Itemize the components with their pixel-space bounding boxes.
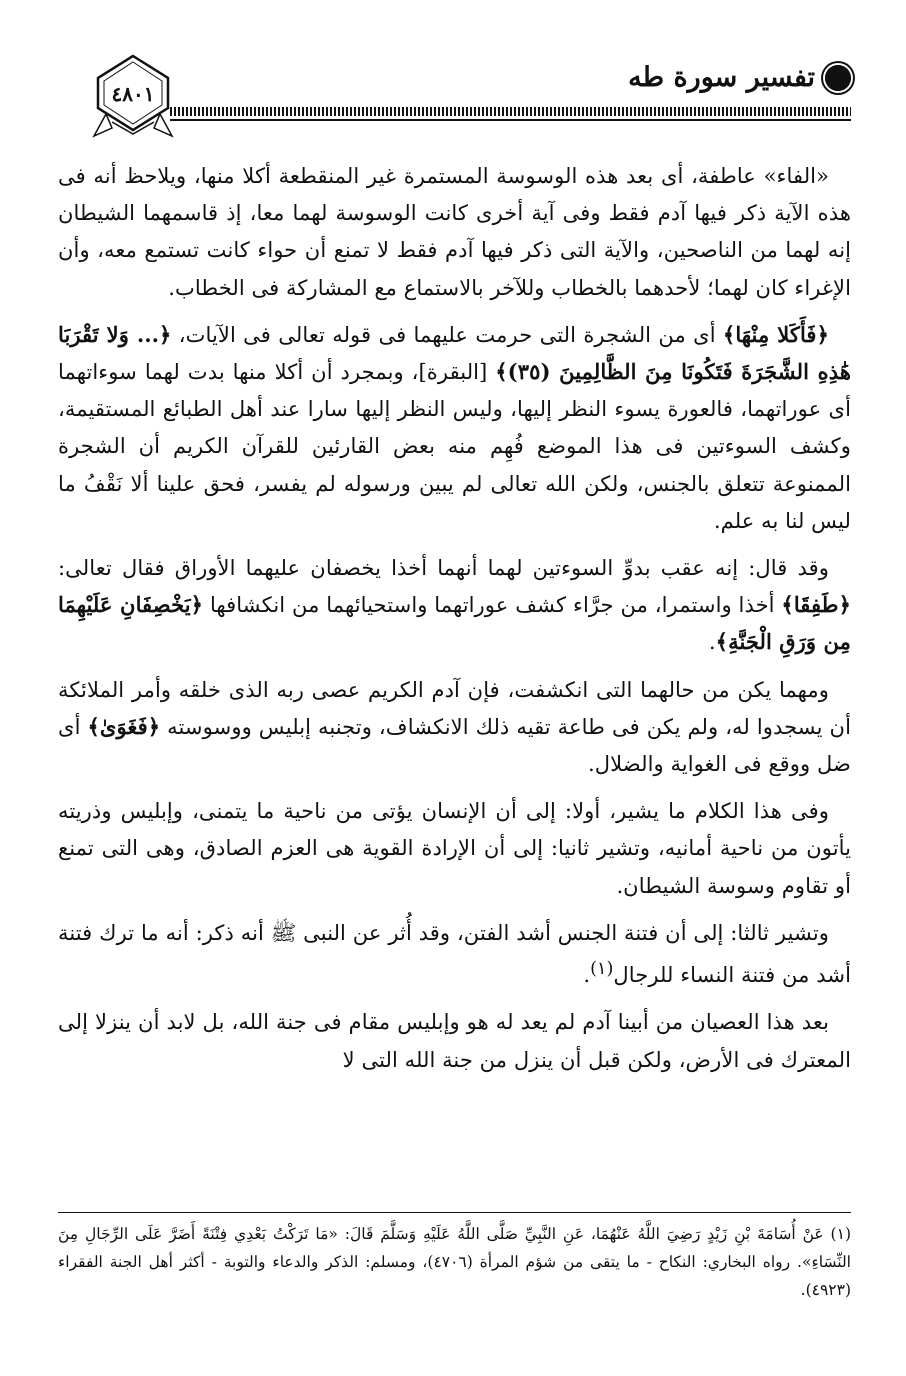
paragraph bbox=[58, 671, 851, 783]
header-rule bbox=[170, 119, 851, 121]
quran-quote: ﴿... وَلا تَقْرَبَا هَٰذِهِ الشَّجَرَةَ فَتَكُونَا مِنَ الظَّالِمِينَ (٣٥)﴾ bbox=[58, 321, 851, 385]
paragraph-text: ومهما يكن من حالهما التى انكشفت، فإن آدم الكريم عصى ربه الذى خلقه وأمر الملائكة أن يسجدوا له، ولم يكن فى طاعة تقيه ذلك الانكشاف، وتجنبه إبليس ووسوسته bbox=[58, 676, 851, 739]
paragraph-text: وفى هذا الكلام ما يشير، أولا: إلى أن الإنسان يؤتى من ناحية ما يتمنى، وإبليس وذريته يأتون من ناحية أمانيه، وتشير ثانيا: إلى أن الإرادة القوية هى العزم الصادق، وهى التى تمنع أو تقاوم وسوسة الشيطان. bbox=[58, 798, 851, 898]
quran-quote: ﴿فَغَوَىٰ﴾ bbox=[87, 713, 161, 739]
paragraph-text: [البقرة]، وبمجرد أن أكلا منها بدت لهما سوءاتهما أى عوراتهما، فالعورة يسوء النظر إليها، وليس النظر إليها سارا عند أهل الطبائع المستقيمة، وكشف السوءتين فى هذا الموضع فُهِم منه بعض القارئين للقرآن الكريم أن الشجرة الممنوعة تتعلق بالجنس، ولكن الله تعالى لم يبين ورسوله لم يفسر، فحق علينا ألا نَقْفُ ما ليس لنا به علم. bbox=[58, 359, 851, 533]
running-header bbox=[628, 62, 851, 93]
page-header bbox=[90, 52, 851, 147]
paragraph bbox=[58, 1003, 851, 1077]
paragraph-text: بعد هذا العصيان من أبينا آدم لم يعد له هو وإبليس مقام فى جنة الله، بل لابد أن ينزلا إلى المعترك فى الأرض، ولكن قبل أن ينزل من جنة الله التى لا bbox=[58, 1009, 851, 1072]
header-ornament-icon bbox=[825, 65, 851, 91]
paragraph bbox=[58, 549, 851, 661]
page-number-badge bbox=[90, 52, 176, 140]
paragraph bbox=[58, 792, 851, 904]
paragraph bbox=[58, 316, 851, 539]
paragraph-text: أى من الشجرة التى حرمت عليهما فى قوله تعالى فى الآيات، bbox=[171, 321, 723, 347]
quran-quote: ﴿فَأَكَلا مِنْهَا﴾ bbox=[722, 321, 829, 347]
page-number: ٤٨٠١ bbox=[111, 82, 155, 106]
running-title: تفسير سورة طه bbox=[628, 62, 815, 93]
footnote-reference[interactable]: (١) bbox=[590, 959, 614, 980]
body-text bbox=[58, 157, 851, 1088]
header-ornamental-rule bbox=[170, 107, 851, 116]
paragraph bbox=[58, 157, 851, 306]
paragraph-text: وقد قال: إنه عقب بدوِّ السوءتين لهما أنهما أخذا يخصفان عليهما الأوراق فقال تعالى: bbox=[58, 555, 829, 581]
footnote-divider bbox=[58, 1212, 851, 1213]
paragraph bbox=[58, 914, 851, 993]
paragraph-text: . bbox=[708, 629, 716, 655]
paragraph-text: وتشير ثالثا: إلى أن فتنة الجنس أشد الفتن، وقد أُثر عن النبى ﷺ أنه ذكر: أنه ما ترك فتنة أشد من فتنة النساء للرجال bbox=[58, 919, 851, 988]
paragraph-text: أى ضل ووقع فى الغواية والضلال. bbox=[58, 713, 851, 777]
paragraph-text: «الفاء» عاطفة، أى بعد هذه الوسوسة المستمرة غير المنقطعة أكلا منها، ويلاحظ أنه فى هذه الآية ذكر فيها آدم فقط وفى آية أخرى كانت الوسوسة لهما معا، إذ قاسمهما الشيطان إنه لهما من الناصحين، والآية التى ذكر فيها آدم فقط لا تمنع أن حواء كانت تستمع معه، وأن الإغراء كان لهما؛ لأحدهما بالخطاب وللآخر بالاستماع مع المشاركة فى الخطاب. bbox=[58, 163, 851, 300]
paragraph-text: . bbox=[583, 962, 591, 988]
paragraph-text: أخذا واستمرا، من جرَّاء كشف عوراتهما واستحيائهما من انكشافها bbox=[203, 592, 782, 618]
footnote: (١) عَنْ أُسَامَةَ بْنِ زَيْدٍ رَضِيَ اللَّهُ عَنْهُمَا، عَنِ النَّبِيِّ صَلَّى اللَّهُ عَلَيْهِ وَسَلَّمَ قَالَ: «مَا تَرَكْتُ بَعْدِي فِتْنَةً أَضَرَّ عَلَى الرِّجَالِ مِنَ النِّسَاءِ». رواه البخاري: النكاح - ما يتقى من شؤم المرأة (٤٧٠٦)، ومسلم: الذكر والدعاء والتوبة - أكثر أهل الجنة الفقراء (٤٩٢٣). bbox=[58, 1225, 851, 1299]
quran-quote: ﴿يَخْصِفَانِ عَلَيْهِمَا مِن وَرَقِ الْجَنَّةِ﴾ bbox=[58, 592, 851, 655]
quran-quote: ﴿طَفِقَا﴾ bbox=[781, 592, 851, 618]
